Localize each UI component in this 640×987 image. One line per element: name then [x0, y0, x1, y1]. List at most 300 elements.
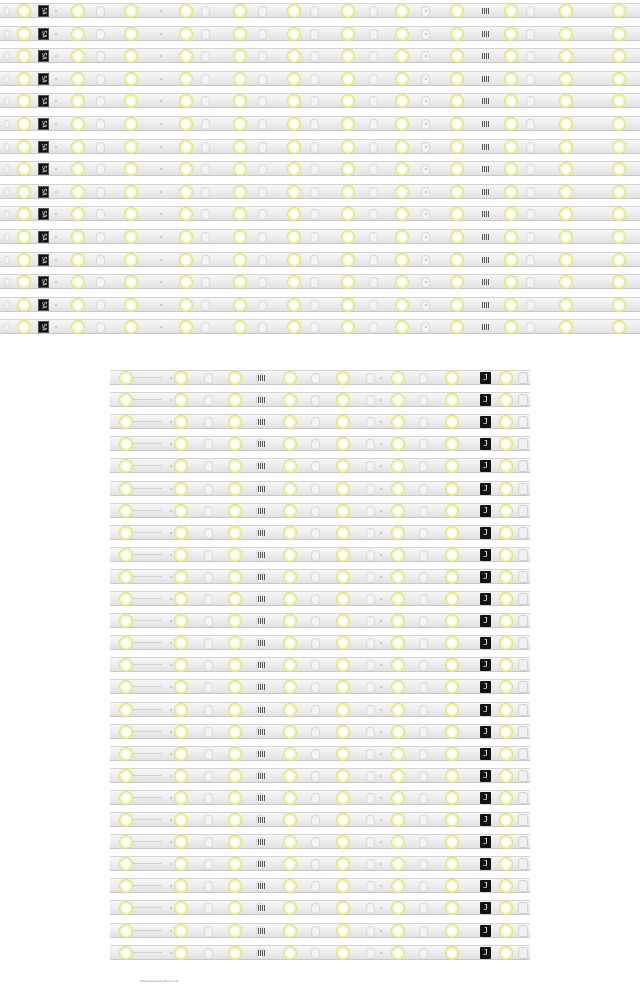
printed-text: [132, 709, 162, 710]
led-lens: [499, 946, 513, 960]
solder-pad: [96, 322, 105, 333]
led-lens: [228, 526, 242, 540]
led-lens: [179, 4, 193, 18]
led-lens: [174, 946, 188, 960]
led-lens: [341, 162, 355, 176]
solder-pad: [310, 6, 319, 17]
led-lens: [233, 72, 247, 86]
component-dot: [380, 532, 382, 534]
solder-pad: [258, 6, 267, 17]
printed-text: [132, 421, 162, 422]
component-dot: [160, 146, 162, 148]
strip-end-tab: [4, 323, 10, 331]
component-dot: [170, 664, 172, 666]
led-lens: [287, 207, 301, 221]
led-lens: [233, 4, 247, 18]
led-lens: [124, 72, 138, 86]
led-lens: [499, 548, 513, 562]
led-lens: [179, 140, 193, 154]
component-dot: [380, 709, 382, 711]
solder-pad: [258, 96, 267, 107]
printed-text: [132, 952, 162, 953]
solder-pad: [366, 926, 375, 937]
led-lens: [336, 658, 350, 672]
component-dot: [380, 488, 382, 490]
component-dot: [170, 510, 172, 512]
led-lens: [612, 27, 626, 41]
led-strip: [110, 812, 530, 827]
solder-pad: [311, 528, 320, 539]
qr-code: [258, 375, 266, 381]
led-lens: [559, 207, 573, 221]
connector-label: SA: [40, 255, 48, 264]
led-lens: [119, 703, 133, 717]
led-lens: [71, 253, 85, 267]
led-lens: [228, 504, 242, 518]
connector-label: J: [483, 748, 488, 758]
solder-pad: [204, 771, 213, 782]
component-dot: [170, 863, 172, 865]
solder-pad: [310, 232, 319, 243]
component-dot: [170, 709, 172, 711]
led-lens: [499, 415, 513, 429]
led-lens: [174, 526, 188, 540]
led-lens: [174, 725, 188, 739]
led-lens: [71, 94, 85, 108]
solder-pad: [366, 417, 375, 428]
qr-code: [258, 707, 266, 713]
printed-text: [132, 775, 162, 776]
led-lens: [233, 162, 247, 176]
qr-code: [258, 640, 266, 646]
solder-pad: [419, 815, 428, 826]
led-lens: [119, 813, 133, 827]
led-lens: [336, 459, 350, 473]
solder-pad: [419, 859, 428, 870]
solder-pad: [366, 528, 375, 539]
led-lens: [499, 747, 513, 761]
qr-code: [482, 8, 490, 14]
component-dot: [380, 443, 382, 445]
led-lens: [174, 459, 188, 473]
qr-code: [258, 552, 266, 558]
led-lens: [287, 49, 301, 63]
led-lens: [336, 570, 350, 584]
led-lens: [445, 946, 459, 960]
solder-pad: [369, 255, 378, 266]
connector-label: SA: [40, 75, 48, 83]
led-lens: [391, 946, 405, 960]
led-lens: [71, 162, 85, 176]
led-strip: [110, 370, 530, 385]
strip-connector: [480, 615, 491, 627]
led-lens: [612, 298, 626, 312]
qr-code: [482, 53, 490, 59]
led-strip: [0, 274, 640, 289]
led-lens: [450, 49, 464, 63]
connector-label: SA: [40, 97, 48, 106]
solder-pad: [419, 837, 428, 848]
qr-code: [258, 419, 266, 425]
led-lens: [174, 548, 188, 562]
led-lens: [336, 747, 350, 761]
solder-pad: [310, 29, 319, 40]
solder-pad: [258, 119, 267, 130]
strip-connector: [38, 186, 49, 198]
led-lens: [499, 437, 513, 451]
led-lens: [174, 482, 188, 496]
led-lens: [445, 857, 459, 871]
strip-connector: [480, 792, 491, 804]
led-lens: [504, 185, 518, 199]
component-dot: [425, 304, 427, 306]
led-lens: [504, 275, 518, 289]
qr-code: [258, 883, 266, 889]
led-lens: [283, 459, 297, 473]
strip-end-tab: [518, 770, 528, 782]
component-dot: [55, 281, 57, 283]
led-lens: [174, 703, 188, 717]
connector-label: J: [483, 483, 488, 493]
led-lens: [504, 27, 518, 41]
qr-code: [258, 817, 266, 823]
strip-end-tab: [518, 814, 528, 826]
solder-pad: [201, 187, 210, 198]
solder-pad: [311, 749, 320, 760]
led-lens: [179, 275, 193, 289]
solder-pad: [204, 727, 213, 738]
led-lens: [612, 320, 626, 334]
strip-end-tab: [518, 858, 528, 870]
led-lens: [17, 117, 31, 131]
led-lens: [228, 791, 242, 805]
component-dot: [380, 399, 382, 401]
qr-code: [258, 397, 266, 403]
led-lens: [119, 592, 133, 606]
led-lens: [336, 703, 350, 717]
led-strip: [110, 569, 530, 584]
strip-end-tab: [518, 947, 528, 959]
led-lens: [174, 504, 188, 518]
solder-pad: [366, 484, 375, 495]
qr-code: [482, 166, 490, 172]
led-lens: [612, 207, 626, 221]
solder-pad: [311, 837, 320, 848]
solder-pad: [96, 119, 105, 130]
led-lens: [391, 901, 405, 915]
solder-pad: [366, 395, 375, 406]
solder-pad: [204, 682, 213, 693]
strip-end-tab: [4, 52, 10, 60]
led-lens: [445, 437, 459, 451]
led-lens: [450, 162, 464, 176]
solder-pad: [526, 187, 535, 198]
solder-pad: [366, 837, 375, 848]
component-dot: [170, 421, 172, 423]
component-dot: [170, 642, 172, 644]
strip-end-tab: [518, 925, 528, 937]
led-lens: [559, 49, 573, 63]
led-lens: [445, 459, 459, 473]
component-dot: [170, 797, 172, 799]
led-lens: [612, 162, 626, 176]
solder-pad: [204, 705, 213, 716]
strip-end-tab: [518, 527, 528, 539]
component-dot: [55, 78, 57, 80]
connector-label: J: [483, 682, 488, 692]
strip-end-tab: [518, 880, 528, 892]
led-lens: [391, 769, 405, 783]
solder-pad: [526, 51, 535, 62]
led-lens: [504, 4, 518, 18]
solder-pad: [311, 859, 320, 870]
qr-code: [258, 508, 266, 514]
strip-connector: [480, 593, 491, 605]
solder-pad: [310, 51, 319, 62]
led-lens: [450, 140, 464, 154]
solder-pad: [419, 417, 428, 428]
solder-pad: [369, 277, 378, 288]
led-strip: [110, 702, 530, 717]
led-lens: [124, 4, 138, 18]
solder-pad: [419, 660, 428, 671]
strip-end-tab: [4, 143, 10, 151]
led-lens: [450, 185, 464, 199]
led-lens: [504, 298, 518, 312]
solder-pad: [204, 572, 213, 583]
led-lens: [71, 230, 85, 244]
solder-pad: [366, 572, 375, 583]
led-strip: [0, 71, 640, 86]
led-lens: [119, 658, 133, 672]
component-dot: [170, 532, 172, 534]
led-lens: [174, 437, 188, 451]
led-lens: [228, 393, 242, 407]
led-lens: [174, 570, 188, 584]
led-lens: [341, 94, 355, 108]
solder-pad: [369, 51, 378, 62]
led-lens: [336, 835, 350, 849]
strip-connector: [480, 902, 491, 914]
connector-label: SA: [40, 301, 48, 309]
led-strip: [0, 139, 640, 154]
strip-connector: [480, 726, 491, 738]
solder-pad: [96, 164, 105, 175]
solder-pad: [419, 903, 428, 914]
solder-pad: [419, 793, 428, 804]
led-lens: [391, 924, 405, 938]
solder-pad: [201, 142, 210, 153]
led-lens: [179, 117, 193, 131]
led-strip: [110, 923, 530, 938]
component-dot: [55, 33, 57, 35]
component-dot: [160, 55, 162, 57]
solder-pad: [369, 74, 378, 85]
strip-end-tab: [4, 278, 10, 286]
qr-code: [258, 729, 266, 735]
solder-pad: [258, 255, 267, 266]
led-lens: [119, 371, 133, 385]
led-lens: [119, 526, 133, 540]
led-lens: [71, 185, 85, 199]
led-lens: [336, 725, 350, 739]
solder-pad: [258, 164, 267, 175]
solder-pad: [369, 300, 378, 311]
component-dot: [425, 33, 427, 35]
solder-pad: [258, 51, 267, 62]
qr-code: [258, 486, 266, 492]
led-lens: [559, 275, 573, 289]
led-lens: [341, 253, 355, 267]
solder-pad: [258, 29, 267, 40]
led-lens: [233, 140, 247, 154]
led-lens: [179, 230, 193, 244]
component-dot: [425, 10, 427, 12]
solder-pad: [310, 119, 319, 130]
solder-pad: [526, 29, 535, 40]
qr-code: [258, 905, 266, 911]
solder-pad: [311, 903, 320, 914]
led-lens: [391, 879, 405, 893]
component-dot: [160, 33, 162, 35]
strip-end-tab: [518, 726, 528, 738]
connector-label: J: [483, 770, 488, 780]
led-lens: [119, 901, 133, 915]
led-lens: [179, 94, 193, 108]
strip-connector: [38, 254, 49, 266]
printed-text: [132, 819, 162, 820]
solder-pad: [96, 187, 105, 198]
led-lens: [391, 813, 405, 827]
led-lens: [174, 393, 188, 407]
led-lens: [228, 703, 242, 717]
led-lens: [612, 4, 626, 18]
led-lens: [391, 371, 405, 385]
solder-pad: [526, 96, 535, 107]
led-lens: [336, 924, 350, 938]
led-lens: [341, 49, 355, 63]
component-dot: [55, 213, 57, 215]
led-lens: [499, 703, 513, 717]
connector-label: J: [483, 638, 488, 648]
led-lens: [395, 49, 409, 63]
solder-pad: [258, 277, 267, 288]
led-strip: [0, 229, 640, 244]
solder-pad: [369, 29, 378, 40]
solder-pad: [258, 209, 267, 220]
led-lens: [179, 320, 193, 334]
component-dot: [425, 123, 427, 125]
solder-pad: [201, 300, 210, 311]
led-strip: [110, 746, 530, 761]
led-lens: [283, 924, 297, 938]
strip-end-tab: [4, 97, 10, 105]
led-lens: [283, 769, 297, 783]
strip-end-tab: [518, 571, 528, 583]
led-lens: [395, 185, 409, 199]
led-strip: [0, 161, 640, 176]
led-lens: [228, 459, 242, 473]
printed-text: [132, 797, 162, 798]
solder-pad: [96, 300, 105, 311]
component-dot: [160, 168, 162, 170]
solder-pad: [204, 528, 213, 539]
led-lens: [445, 835, 459, 849]
led-lens: [336, 371, 350, 385]
solder-pad: [204, 881, 213, 892]
solder-pad: [258, 74, 267, 85]
led-lens: [233, 94, 247, 108]
led-lens: [445, 526, 459, 540]
led-lens: [395, 117, 409, 131]
led-lens: [228, 658, 242, 672]
strip-end-tab: [4, 75, 10, 83]
solder-pad: [366, 660, 375, 671]
qr-code: [258, 684, 266, 690]
qr-code: [258, 751, 266, 757]
strip-connector: [480, 748, 491, 760]
solder-pad: [311, 705, 320, 716]
led-lens: [124, 207, 138, 221]
solder-pad: [204, 793, 213, 804]
solder-pad: [204, 616, 213, 627]
solder-pad: [201, 51, 210, 62]
led-lens: [391, 703, 405, 717]
led-lens: [124, 298, 138, 312]
led-lens: [283, 482, 297, 496]
solder-pad: [201, 6, 210, 17]
qr-code: [482, 302, 490, 308]
solder-pad: [419, 771, 428, 782]
led-lens: [391, 504, 405, 518]
solder-pad: [366, 616, 375, 627]
strip-end-tab: [4, 256, 10, 264]
strip-connector: [38, 231, 49, 243]
connector-label: J: [483, 395, 488, 405]
qr-code: [258, 463, 266, 469]
led-lens: [283, 725, 297, 739]
solder-pad: [526, 232, 535, 243]
solder-pad: [419, 506, 428, 517]
solder-pad: [96, 29, 105, 40]
led-lens: [124, 27, 138, 41]
connector-label: SA: [40, 7, 48, 15]
solder-pad: [311, 550, 320, 561]
led-lens: [391, 482, 405, 496]
led-lens: [287, 253, 301, 267]
led-lens: [17, 320, 31, 334]
led-lens: [391, 459, 405, 473]
led-lens: [71, 320, 85, 334]
printed-text: [132, 841, 162, 842]
led-lens: [499, 857, 513, 871]
strip-end-tab: [518, 372, 528, 384]
led-lens: [124, 117, 138, 131]
solder-pad: [311, 771, 320, 782]
connector-label: J: [483, 461, 488, 471]
connector-label: J: [483, 925, 488, 935]
led-lens: [395, 275, 409, 289]
connector-label: SA: [40, 142, 48, 151]
led-lens: [119, 857, 133, 871]
strip-end-tab: [518, 615, 528, 627]
component-dot: [380, 775, 382, 777]
led-lens: [391, 857, 405, 871]
led-lens: [445, 504, 459, 518]
led-lens: [119, 680, 133, 694]
led-lens: [336, 614, 350, 628]
led-lens: [174, 924, 188, 938]
